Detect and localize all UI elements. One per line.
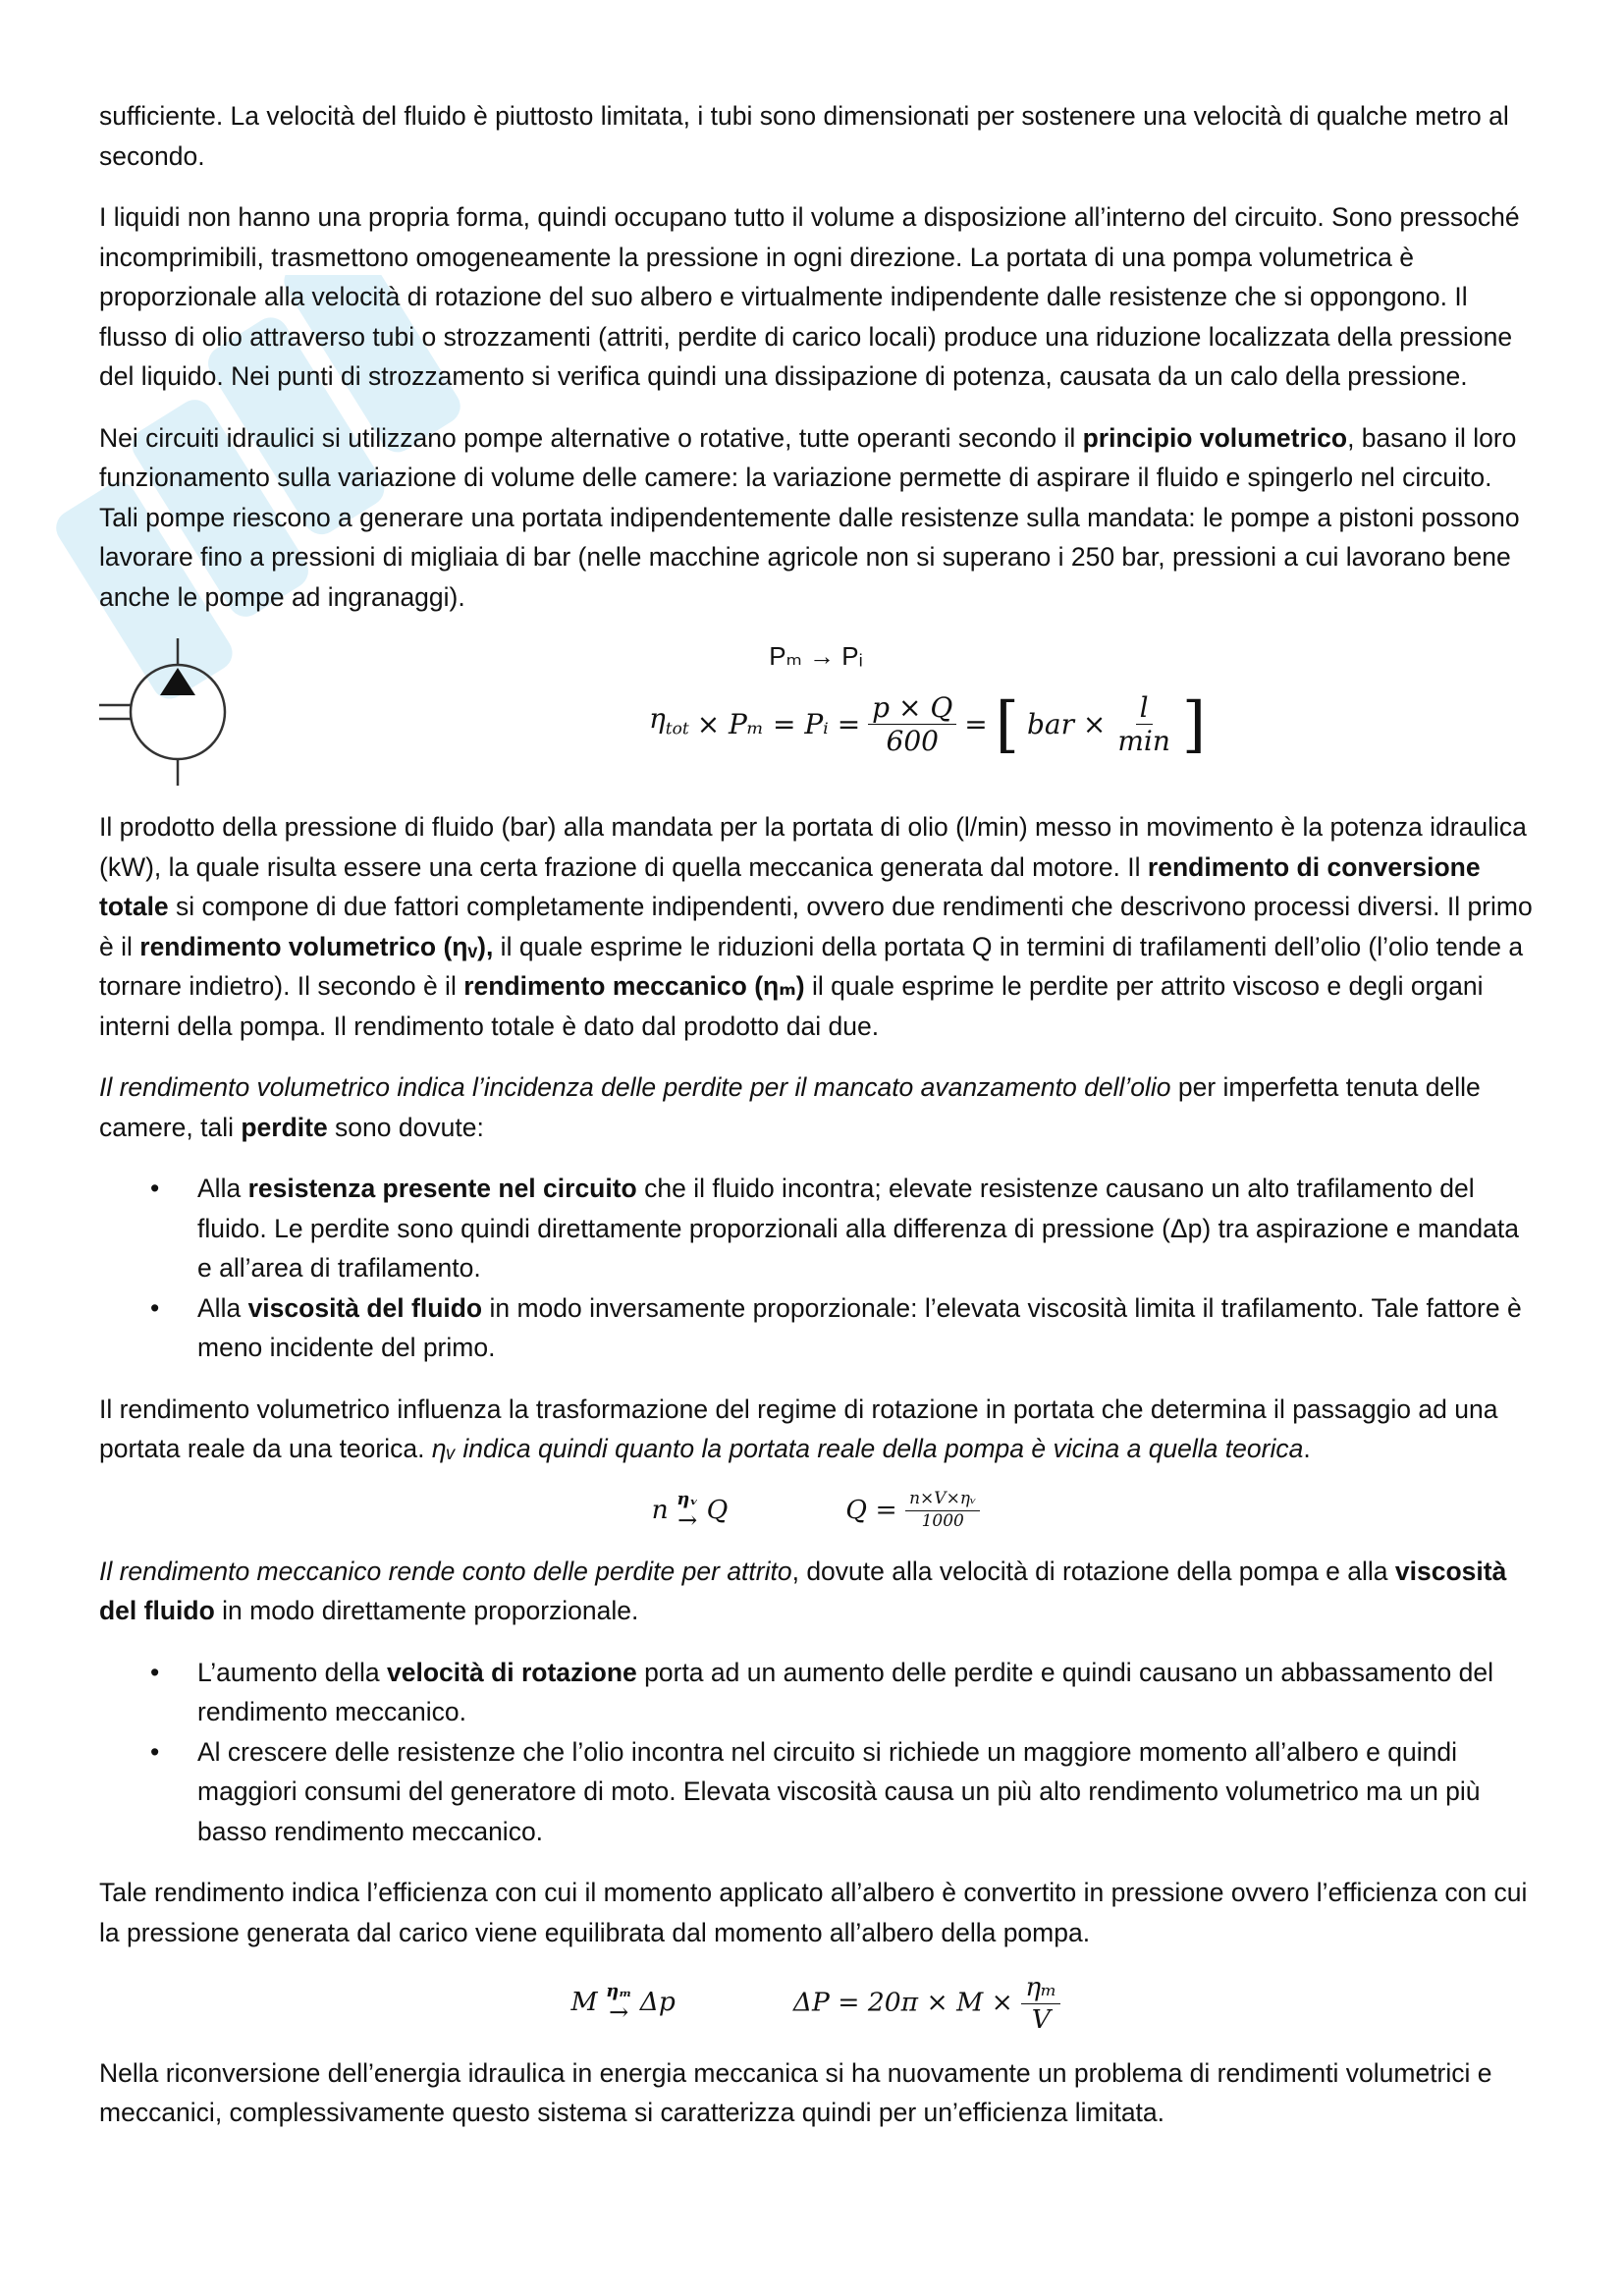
arrow-icon: → xyxy=(677,1505,698,1534)
bullet-list-2 xyxy=(99,1653,1533,1852)
paragraph-5: Il rendimento volumetrico indica l’incidenza delle perdite per il mancato avanzamento dell’olio per imperfetta tenuta delle camere, tali perdite sono dovute: xyxy=(99,1072,1481,1142)
paragraph-7: Il rendimento meccanico rende conto delle perdite per attrito, dovute alla velocità di rotazione della pompa e alla viscosità del fluido in modo direttamente proporzionale. xyxy=(99,1556,1507,1625)
fraction-portata: $\frac{\text{n×V×ηᵥ}}{1000}$ xyxy=(905,1491,980,1531)
list-item: • Alla viscosità del fluido in modo inversamente proporzionale: l’elevata viscosità limita il trafilamento. Tale fattore è meno incidente del primo. xyxy=(99,1288,1533,1368)
paragraph-3: Nei circuiti idraulici si utilizzano pompe alternative o rotative, tutte operanti secondo il principio volumetrico, basano il loro funzionamento sulla variazione di volume delle camere: la variazione permette di aspirare il fluido e spingerlo nel circuito. Tali pompe riescono a generare una portata indipendentemente dalle resistenze sulla mandata: le pompe a pistoni possono lavorare fino a pressioni di migliaia di bar (nelle macchine agricole non si superano i 250 bar, pressioni a cui lavorano bene anche le pompe ad ingranaggi). xyxy=(99,422,1520,612)
list-item: • Al crescere delle resistenze che l’olio incontra nel circuito si richiede un maggiore momento all’albero e quindi maggiori consumi del generatore di moto. Elevata viscosità causa un più alto rendimento volumetrico ma un più basso rendimento meccanico. xyxy=(99,1732,1533,1852)
document-page xyxy=(99,96,1533,2155)
formula-pressione: M ηₘ → Δp ΔP = 20π × M × $\frac{\text{ηₘ}}{V}$ xyxy=(99,1974,1533,2034)
bullet-icon: • xyxy=(150,1292,160,1323)
paragraph-8: Tale rendimento indica l’efficienza con cui il momento applicato all’albero è convertito in pressione ovvero l’efficienza con cui la pressione generata dal carico viene equilibrata dal momento all’albero della pompa. xyxy=(99,1878,1528,1947)
paragraph-2: I liquidi non hanno una propria forma, quindi occupano tutto il volume a disposizione all’interno del circuito. Sono pressoché incomprimibili, trasmettono omogeneamente la pressione in ogni direzione. La portata di una pompa volumetrica è proporzionale alla velocità di rotazione del suo albero e virtualmente indipendente dalle resistenze che si oppongono. Il flusso di olio attraverso tubi o strozzamenti (attriti, perdite di carico locali) produce una riduzione localizzata della pressione del liquido. Nei punti di strozzamento si verifica quindi una dissipazione di potenza, causata da un calo della pressione. xyxy=(99,202,1520,391)
bullet-list-1 xyxy=(99,1169,1533,1368)
formula-portata: n ηᵥ → Q Q = $\frac{\text{n×V×ηᵥ}}{1000}$ xyxy=(99,1491,1533,1532)
pump-formula-block xyxy=(99,638,1533,788)
formula-power: $\eta_{tot}$ × Pₘ = Pᵢ = $\frac{p \times Q}{600}$ = [ bar × $\frac{l}{\min}$ ] xyxy=(649,687,1207,760)
paragraph-4: Il prodotto della pressione di fluido (bar) alla mandata per la portata di olio (l/min) messo in movimento è la potenza idraulica (kW), la quale risulta essere una certa frazione di quella meccanica generata dal motore. Il rendimento di conversione totale si compone di due fattori completamente indipendenti, ovvero due rendimenti che descrivono processi diversi. Il primo è il rendimento volumetrico (ηᵥ), il quale esprime le riduzioni della portata Q in termini di trafilamenti dell’olio (l’olio tende a tornare indietro). Il secondo è il rendimento meccanico (ηₘ) il quale esprime le perdite per attrito viscoso e degli organi interni della pompa. Il rendimento totale è dato dal prodotto dai due. xyxy=(99,812,1533,1041)
left-bracket: [ xyxy=(995,687,1019,760)
paragraph-9: Nella riconversione dell’energia idraulica in energia meccanica si ha nuovamente un problema di rendimenti volumetrici e meccanici, complessivamente questo sistema si caratterizza quindi per un’efficienza limitata. xyxy=(99,2057,1492,2128)
fraction-pq-600: $\frac{p \times Q}{600}$ xyxy=(868,693,956,756)
formula-pm-pi: Pₘ → Pᵢ xyxy=(769,641,863,671)
bullet-icon: • xyxy=(150,1736,160,1767)
paragraph-6: Il rendimento volumetrico influenza la trasformazione del regime di rotazione in portata che determina il passaggio ad una portata reale da una teorica. ηᵥ indica quindi quanto la portata reale della pompa è vicina a quella teorica. xyxy=(99,1394,1498,1463)
bullet-icon: • xyxy=(150,1657,160,1687)
list-item: • L’aumento della velocità di rotazione porta ad un aumento delle perdite e quindi causano un abbassamento del rendimento meccanico. xyxy=(99,1653,1533,1732)
fraction-eta-v: $\frac{\text{ηₘ}}{V}$ xyxy=(1021,1974,1060,2034)
arrow-icon: → xyxy=(609,1998,629,2027)
right-bracket: ] xyxy=(1181,687,1207,760)
term-principio-volumetrico: principio volumetrico xyxy=(1082,422,1348,453)
paragraph-1: sufficiente. La velocità del fluido è piuttosto limitata, i tubi sono dimensionati per sostenere una velocità di qualche metro al secondo. xyxy=(99,101,1509,171)
bullet-icon: • xyxy=(150,1174,160,1203)
list-item: • Alla resistenza presente nel circuito che il fluido incontra; elevate resistenze causano un alto trafilamento del fluido. Le perdite sono quindi direttamente proporzionali alla differenza di pressione (Δp) tra aspirazione e mandata e all’area di trafilamento. xyxy=(99,1169,1533,1288)
fraction-l-min: $\frac{l}{\min}$ xyxy=(1117,691,1170,758)
